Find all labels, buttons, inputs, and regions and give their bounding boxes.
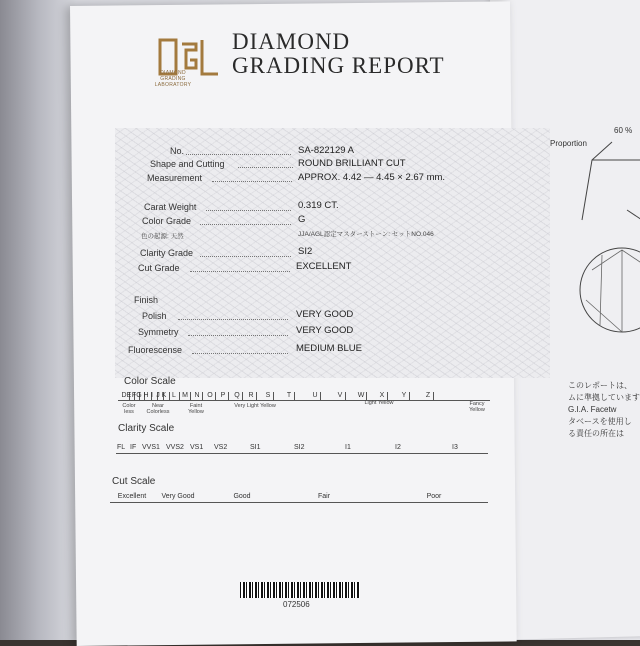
field-label-cut: Cut Grade <box>138 263 180 273</box>
color-letter: K <box>161 392 167 399</box>
color-tick <box>242 392 243 400</box>
cut-grade: Poor <box>426 493 442 500</box>
color-letter: R <box>248 392 254 399</box>
side-notice-line: G.I.A. Facetw <box>568 405 617 414</box>
field-value-master-stone: JJA/AGL認定マスターストーン: セットNO.046 <box>298 231 434 238</box>
dots <box>190 271 290 272</box>
color-letter: I <box>151 392 153 399</box>
color-tick <box>179 392 180 400</box>
dots <box>200 256 291 257</box>
color-letter: E <box>126 392 132 399</box>
field-value-carat: 0.319 CT. <box>298 200 339 211</box>
side-notice-line: る責任の所在は <box>568 429 624 438</box>
color-letter: Z <box>425 392 431 399</box>
clarity-grade: VS2 <box>214 444 228 451</box>
side-notice-line: ムに準拠しています <box>568 393 640 402</box>
field-label-measurement: Measurement <box>147 173 203 183</box>
barcode-number: 072506 <box>283 600 310 609</box>
color-tick <box>320 392 321 400</box>
color-tick <box>190 392 191 400</box>
color-tick <box>256 392 257 400</box>
color-tick <box>409 392 410 400</box>
clarity-grade: VVS1 <box>142 444 160 451</box>
cut-scale-title: Cut Scale <box>112 476 156 487</box>
color-group-light-yellow: Light Yellow <box>364 400 394 406</box>
finish-value-fluorescence: MEDIUM BLUE <box>296 343 362 354</box>
color-tick <box>228 392 229 400</box>
field-value-shape: ROUND BRILLIANT CUT <box>298 158 406 169</box>
color-letter: T <box>286 392 292 399</box>
color-tick <box>273 392 274 400</box>
color-tick <box>294 392 295 400</box>
side-notice-line: このレポートは、 <box>568 381 632 390</box>
clarity-scale-line <box>116 453 488 454</box>
finish-heading: Finish <box>134 295 159 305</box>
logo-subtitle: DIAMOND GRADING LABORATORY <box>154 70 192 88</box>
field-value-no: SA-822129 A <box>298 145 354 156</box>
report-title <box>232 30 445 78</box>
color-letter: V <box>337 392 343 399</box>
color-group-colorless: Color less <box>122 403 136 415</box>
dots <box>212 181 292 182</box>
proportion-percent: 60 % <box>614 126 633 135</box>
clarity-grade: I1 <box>345 444 351 451</box>
color-letter: F <box>131 392 137 399</box>
cut-grade: Fair <box>317 493 331 500</box>
color-letter: G <box>136 392 142 399</box>
side-notice-text <box>568 380 640 440</box>
clarity-grade: VS1 <box>190 444 204 451</box>
clarity-grade: SI2 <box>294 444 305 451</box>
color-letter: M <box>182 392 188 399</box>
finish-label-fluorescence: Fluorescense <box>128 345 183 355</box>
clarity-grade: VVS2 <box>166 444 184 451</box>
cut-scale-line <box>110 502 488 503</box>
field-value-cut: EXCELLENT <box>296 261 352 272</box>
color-group-faint-yellow: Faint Yellow <box>188 403 204 415</box>
field-value-measurement: APPROX. 4.42 — 4.45 × 2.67 mm. <box>298 172 446 183</box>
dots <box>200 224 291 225</box>
title-line-2: GRADING REPORT <box>232 53 445 78</box>
color-scale-line <box>118 400 490 401</box>
color-tick <box>433 392 434 400</box>
clarity-grade: IF <box>130 444 137 451</box>
field-label-origin: 色の起源: 天然 <box>141 233 184 240</box>
color-group-near-colorless: Near Colorless <box>146 403 170 415</box>
clarity-grade: I3 <box>452 444 458 451</box>
color-letter: U <box>312 392 318 399</box>
finish-label-symmetry: Symmetry <box>138 327 179 337</box>
field-label-shape: Shape and Cutting <box>150 159 225 169</box>
dots <box>206 210 291 211</box>
proportion-label: Proportion <box>550 139 587 148</box>
clarity-grade: FL <box>117 444 126 451</box>
color-letter: Y <box>401 392 407 399</box>
finish-value-symmetry: VERY GOOD <box>296 325 354 336</box>
color-letter: Q <box>234 392 240 399</box>
finish-value-polish: VERY GOOD <box>296 309 354 320</box>
field-label-color: Color Grade <box>142 216 192 226</box>
cut-grade: Very Good <box>161 493 195 500</box>
color-letter: D <box>121 392 127 399</box>
finish-label-polish: Polish <box>142 311 167 321</box>
dots <box>178 319 288 320</box>
color-tick <box>345 392 346 400</box>
color-letter: X <box>379 392 385 399</box>
color-letter: J <box>156 392 160 399</box>
color-letter: S <box>265 392 271 399</box>
color-letter: O <box>207 392 213 399</box>
color-group-very-light-yellow: Very Light Yellow <box>234 403 276 409</box>
color-letter: H <box>143 392 149 399</box>
field-label-clarity: Clarity Grade <box>140 248 194 258</box>
clarity-grade: I2 <box>395 444 401 451</box>
field-label-no: No. <box>170 146 185 156</box>
dots <box>186 154 291 155</box>
clarity-scale-title: Clarity Scale <box>118 423 175 434</box>
color-letter: L <box>172 392 176 399</box>
color-tick <box>202 392 203 400</box>
cut-grade: Excellent <box>117 493 147 500</box>
title-line-1: DIAMOND <box>232 29 351 54</box>
clarity-grade: SI1 <box>250 444 261 451</box>
color-scale-title: Color Scale <box>124 376 176 387</box>
color-tick <box>215 392 216 400</box>
barcode <box>240 582 360 598</box>
dots <box>238 167 293 168</box>
side-notice-line: タベースを使用し <box>568 417 632 426</box>
color-tick <box>366 392 367 400</box>
cut-grade: Good <box>233 493 251 500</box>
color-tick <box>387 392 388 400</box>
field-label-carat: Carat Weight <box>144 202 197 212</box>
field-value-color: G <box>298 214 306 225</box>
color-letter: W <box>357 392 365 399</box>
diamond-diagram-icon <box>572 140 640 340</box>
color-group-fancy-yellow: Fancy Yellow <box>469 401 485 413</box>
dots <box>188 335 288 336</box>
color-letter: N <box>194 392 200 399</box>
color-letter: P <box>220 392 226 399</box>
field-value-clarity: SI2 <box>298 246 313 257</box>
dots <box>192 353 288 354</box>
